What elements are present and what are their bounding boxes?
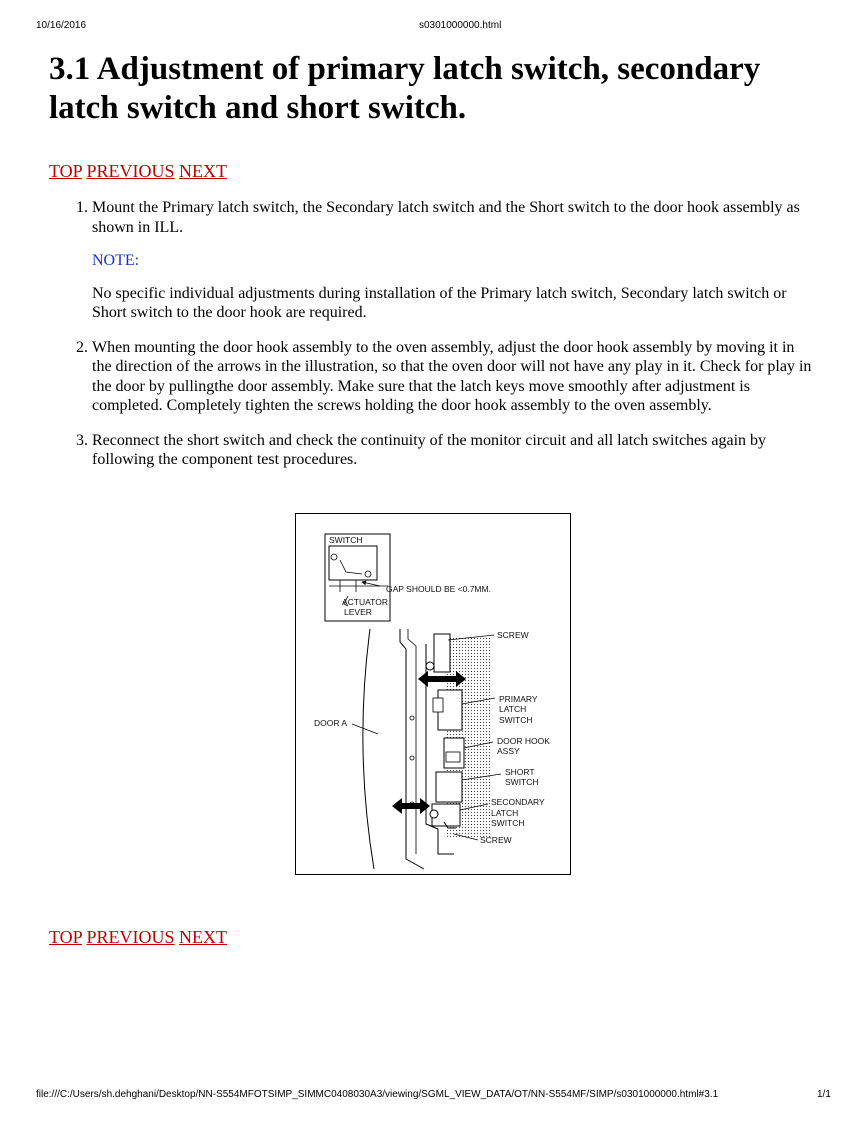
step-3-text: 3. Reconnect the short switch and check the continuity of the monitor circuit and all latch switches again by following the component test procedures. [92,431,767,468]
nav-bottom [49,927,227,948]
label-hook-2: ASSY [497,746,520,756]
print-date: 10/16/2016 [36,20,87,31]
door-frame-plate [400,629,424,869]
illustration-drawing [296,514,570,874]
label-secondary-1: SECONDARY [491,797,545,807]
screw-top-icon [426,662,434,670]
label-short-1: SHORT [505,767,535,777]
note-label: NOTE: [92,252,140,269]
top-link[interactable]: TOP [49,927,83,947]
label-short-2: SWITCH [505,777,539,787]
label-switch: SWITCH [329,535,363,545]
print-file-path: file:///C:/Users/sh.dehghani/Desktop/NN-S554MFOTSIMP_SIMMC0408030A3/viewing/SGML_VIEW_DATA/OT/NN-S554MF/SIMP/s0301000000.html#3.1 [36,1089,719,1100]
next-link[interactable]: NEXT [179,161,228,181]
door-a-curve [363,629,374,869]
previous-link[interactable]: PREVIOUS [86,927,175,947]
step-1-text: 1. Mount the Primary latch switch, the Secondary latch switch and the Short switch to the door hook assembly as shown in ILL. [92,199,800,236]
label-actuator-1: ACTUATOR [342,597,388,607]
adjust-arrow-bottom-icon [392,798,430,814]
label-door-a: DOOR A [314,718,348,728]
page-title: 3.1 Adjustment of primary latch switch, secondary latch switch and short switch. [49,51,761,126]
label-screw-bottom: SCREW [480,835,512,845]
step-1 [92,198,816,323]
next-link[interactable]: NEXT [179,927,228,947]
top-link[interactable]: TOP [49,161,83,181]
print-page-number: 1/1 [817,1089,831,1100]
inset-switch-body [329,546,377,580]
previous-link[interactable]: PREVIOUS [86,161,175,181]
label-primary-1: PRIMARY [499,694,538,704]
label-secondary-2: LATCH [491,808,519,818]
nav-top [49,161,227,182]
note-text: No specific individual adjustments during installation of the Primary latch switch, Secondary latch switch or Short switch to the door hook are required. [92,284,787,321]
label-screw-top: SCREW [497,630,529,640]
label-primary-2: LATCH [499,704,527,714]
label-secondary-3: SWITCH [491,818,525,828]
label-hook-1: DOOR HOOK [497,736,550,746]
label-actuator-2: LEVER [344,607,372,617]
step-2 [92,338,816,416]
procedure-steps [92,198,816,485]
short-switch-shape [436,772,462,802]
adjust-arrow-top-icon [418,671,466,687]
step-3 [92,431,816,470]
print-filename: s0301000000.html [419,20,502,31]
step-2-text: 2. When mounting the door hook assembly to the oven assembly, adjust the door hook assembly by moving it in the direction of the arrows in the illustration, so that the oven door will not have any play in it. Check for play in the door by pullingthe door assembly. Make sure that the latch keys move smoothly after adjustment is completed. Completely tighten the screws holding the door hook assembly to the oven assembly. [92,338,812,414]
label-gap: GAP SHOULD BE <0.7MM. [386,584,491,594]
label-primary-3: SWITCH [499,715,533,725]
latch-switch-illustration [295,513,571,875]
screw-bottom-icon [430,810,438,818]
